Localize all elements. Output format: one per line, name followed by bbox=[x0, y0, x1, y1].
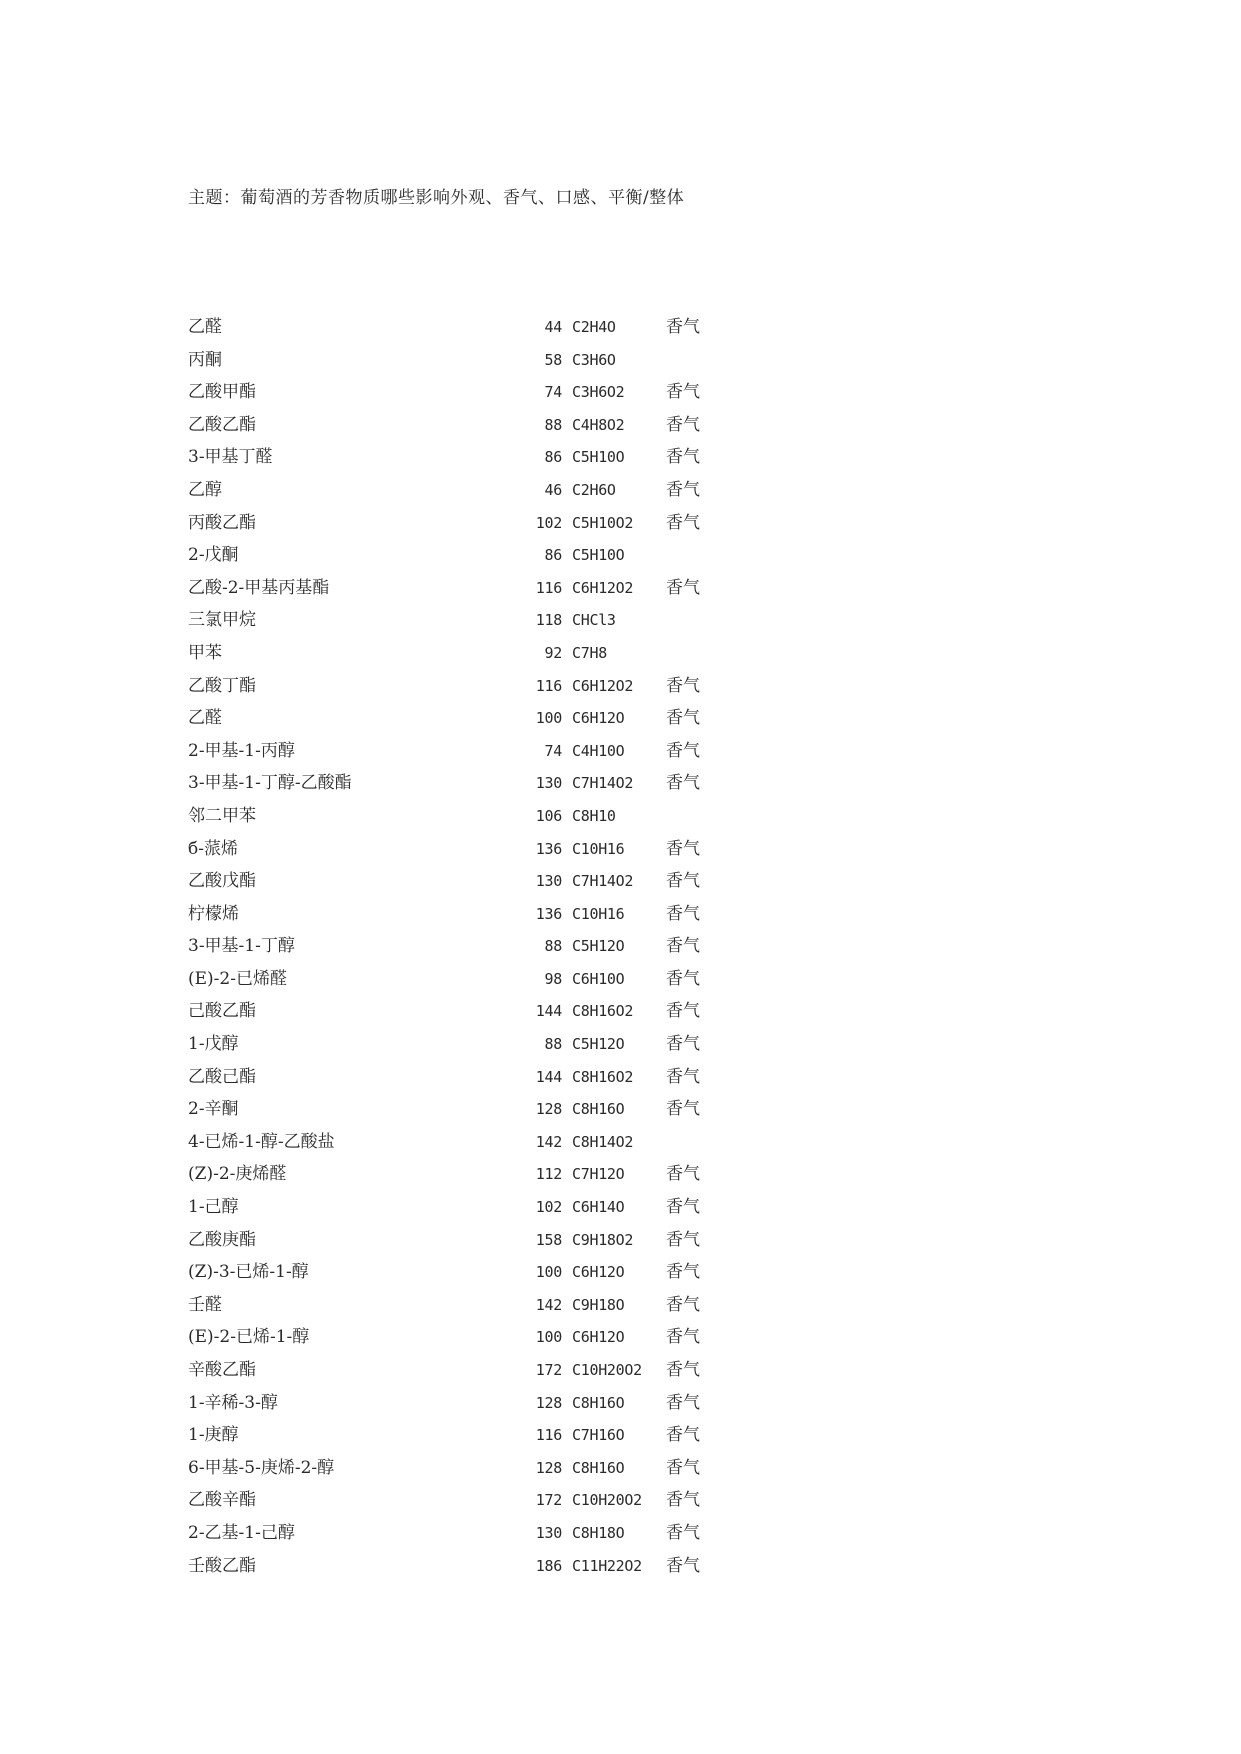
compound-name: 乙酸戊酯 bbox=[188, 871, 256, 892]
table-row bbox=[188, 739, 748, 772]
aroma-tag: 香气 bbox=[666, 968, 700, 989]
table-row bbox=[188, 1195, 748, 1228]
molecular-formula: C8H16O2 bbox=[572, 1067, 634, 1086]
table-row bbox=[188, 348, 748, 381]
aroma-tag: 香气 bbox=[666, 871, 700, 892]
compound-name: 三氯甲烷 bbox=[188, 610, 256, 631]
compound-name: 柠檬烯 bbox=[188, 903, 239, 924]
table-row bbox=[188, 1554, 748, 1587]
aroma-tag: 香气 bbox=[666, 1490, 700, 1511]
table-row bbox=[188, 1456, 748, 1489]
compound-name: 1-辛稀-3-醇 bbox=[188, 1392, 278, 1413]
molecular-formula: C4H10O bbox=[572, 741, 625, 760]
molecular-formula: C7H16O bbox=[572, 1426, 625, 1445]
table-row bbox=[188, 1130, 748, 1163]
molecular-weight: 88 bbox=[544, 415, 562, 434]
molecular-weight: 116 bbox=[535, 1426, 562, 1445]
table-row bbox=[188, 837, 748, 870]
aroma-tag: 香气 bbox=[666, 1164, 700, 1185]
aroma-tag: 香气 bbox=[666, 512, 700, 533]
molecular-weight: 44 bbox=[544, 318, 562, 336]
compound-name: 1-己醇 bbox=[188, 1197, 239, 1218]
aroma-tag: 香气 bbox=[666, 447, 700, 468]
aroma-tag: 香气 bbox=[666, 1425, 700, 1446]
table-row bbox=[188, 999, 748, 1032]
compound-name: 乙酸庚酯 bbox=[188, 1229, 256, 1250]
aroma-tag: 香气 bbox=[666, 1327, 700, 1348]
compound-name: б-蒎烯 bbox=[188, 838, 238, 859]
molecular-formula: C9H18O bbox=[572, 1295, 625, 1314]
molecular-weight: 186 bbox=[535, 1556, 562, 1575]
compound-name: 6-甲基-5-庚烯-2-醇 bbox=[188, 1457, 335, 1478]
molecular-formula: C7H14O2 bbox=[572, 774, 634, 793]
molecular-weight: 100 bbox=[535, 1328, 562, 1347]
aroma-tag: 香气 bbox=[666, 838, 700, 859]
molecular-weight: 88 bbox=[544, 937, 562, 956]
molecular-formula: C5H10O2 bbox=[572, 513, 634, 532]
molecular-weight: 58 bbox=[544, 350, 562, 369]
molecular-formula: C8H18O bbox=[572, 1523, 625, 1542]
table-row bbox=[188, 771, 748, 804]
aroma-tag: 香气 bbox=[666, 414, 700, 435]
molecular-formula: C10H20O2 bbox=[572, 1491, 642, 1510]
compound-name: 2-戊酮 bbox=[188, 545, 239, 566]
table-row bbox=[188, 1325, 748, 1358]
molecular-weight: 100 bbox=[535, 1263, 562, 1282]
molecular-weight: 92 bbox=[544, 643, 562, 662]
compound-name: 1-戊醇 bbox=[188, 1034, 239, 1055]
molecular-formula: C6H12O2 bbox=[572, 676, 634, 695]
compound-name: (Z)-2-庚烯醛 bbox=[188, 1164, 287, 1185]
molecular-formula: C7H8 bbox=[572, 643, 607, 662]
compound-name: 乙酸乙酯 bbox=[188, 414, 256, 435]
table-row bbox=[188, 478, 748, 511]
table-row bbox=[188, 1260, 748, 1293]
aroma-tag: 香气 bbox=[666, 1294, 700, 1315]
molecular-formula: C8H16O2 bbox=[572, 1002, 634, 1021]
aroma-tag: 香气 bbox=[666, 1229, 700, 1250]
molecular-formula: C4H8O2 bbox=[572, 415, 625, 434]
molecular-formula: C8H16O bbox=[572, 1100, 625, 1119]
table-row bbox=[188, 1358, 748, 1391]
table-row bbox=[188, 1228, 748, 1261]
molecular-weight: 112 bbox=[535, 1165, 562, 1184]
molecular-formula: C10H20O2 bbox=[572, 1361, 642, 1379]
molecular-formula: C2H4O bbox=[572, 318, 616, 336]
compound-name: 乙醇 bbox=[188, 479, 222, 500]
aroma-tag: 香气 bbox=[666, 1360, 700, 1380]
compound-name: 2-乙基-1-己醇 bbox=[188, 1522, 295, 1543]
aroma-tag: 香气 bbox=[666, 1066, 700, 1087]
compound-name: (E)-2-已烯-1-醇 bbox=[188, 1327, 310, 1348]
aroma-tag: 香气 bbox=[666, 1197, 700, 1218]
molecular-weight: 102 bbox=[535, 1198, 562, 1217]
document-subject: 主题：葡萄酒的芳香物质哪些影响外观、香气、口感、平衡/整体 bbox=[188, 188, 685, 208]
aroma-tag: 香气 bbox=[666, 740, 700, 761]
aroma-tag: 香气 bbox=[666, 1001, 700, 1022]
aroma-tag: 香气 bbox=[666, 1034, 700, 1055]
molecular-weight: 100 bbox=[535, 709, 562, 728]
aroma-tag: 香气 bbox=[666, 479, 700, 500]
aroma-tag: 香气 bbox=[666, 1522, 700, 1543]
molecular-weight: 86 bbox=[544, 448, 562, 467]
compound-name: 壬醛 bbox=[188, 1294, 222, 1315]
molecular-weight: 130 bbox=[535, 774, 562, 793]
compound-name: 2-辛酮 bbox=[188, 1099, 239, 1120]
molecular-weight: 172 bbox=[535, 1491, 562, 1510]
table-row bbox=[188, 1391, 748, 1424]
molecular-formula: C3H6O bbox=[572, 350, 616, 369]
molecular-weight: 158 bbox=[535, 1230, 562, 1249]
molecular-formula: C3H6O2 bbox=[572, 383, 625, 402]
table-row bbox=[188, 511, 748, 544]
molecular-formula: C7H12O bbox=[572, 1165, 625, 1184]
table-row bbox=[188, 608, 748, 641]
molecular-weight: 144 bbox=[535, 1002, 562, 1021]
compound-name: 乙酸丁酯 bbox=[188, 675, 256, 696]
compound-name: 乙酸甲酯 bbox=[188, 382, 256, 403]
molecular-weight: 102 bbox=[535, 513, 562, 532]
aroma-tag: 香气 bbox=[666, 708, 700, 729]
aroma-tag: 香气 bbox=[666, 382, 700, 403]
aroma-tag: 香气 bbox=[666, 773, 700, 794]
table-row bbox=[188, 413, 748, 446]
compound-name: 己酸乙酯 bbox=[188, 1001, 256, 1022]
molecular-formula: C2H6O bbox=[572, 480, 616, 499]
compound-name: 3-甲基-1-丁醇-乙酸酯 bbox=[188, 773, 352, 794]
compound-name: (Z)-3-已烯-1-醇 bbox=[188, 1262, 309, 1283]
molecular-formula: C6H12O bbox=[572, 1328, 625, 1347]
aroma-tag: 香气 bbox=[666, 577, 700, 598]
molecular-formula: C6H12O bbox=[572, 709, 625, 728]
table-row bbox=[188, 380, 748, 413]
table-row bbox=[188, 1293, 748, 1326]
aroma-tag: 香气 bbox=[666, 1457, 700, 1478]
aroma-tag: 香气 bbox=[666, 1262, 700, 1283]
compound-name: 3-甲基-1-丁醇 bbox=[188, 936, 295, 957]
compound-name: 辛酸乙酯 bbox=[188, 1360, 256, 1380]
molecular-weight: 136 bbox=[535, 904, 562, 923]
molecular-weight: 116 bbox=[535, 676, 562, 695]
table-row bbox=[188, 1032, 748, 1065]
molecular-weight: 88 bbox=[544, 1035, 562, 1054]
table-row bbox=[188, 543, 748, 576]
molecular-formula: C8H16O bbox=[572, 1393, 625, 1412]
molecular-formula: C5H10O bbox=[572, 546, 625, 565]
molecular-formula: C8H14O2 bbox=[572, 1132, 634, 1151]
compound-name: 4-已烯-1-醇-乙酸盐 bbox=[188, 1131, 335, 1152]
table-row bbox=[188, 1488, 748, 1521]
table-row bbox=[188, 1097, 748, 1130]
molecular-formula: C10H16 bbox=[572, 904, 625, 923]
aroma-tag: 香气 bbox=[666, 1392, 700, 1413]
molecular-weight: 74 bbox=[544, 383, 562, 402]
aroma-tag: 香气 bbox=[666, 936, 700, 957]
molecular-weight: 130 bbox=[535, 1523, 562, 1542]
compound-name: 乙酸-2-甲基丙基酯 bbox=[188, 577, 330, 598]
compound-name: (E)-2-已烯醛 bbox=[188, 968, 287, 989]
molecular-weight: 128 bbox=[535, 1393, 562, 1412]
molecular-formula: C5H12O bbox=[572, 1035, 625, 1054]
molecular-weight: 74 bbox=[544, 741, 562, 760]
molecular-formula: C9H18O2 bbox=[572, 1230, 634, 1249]
molecular-weight: 144 bbox=[535, 1067, 562, 1086]
table-row bbox=[188, 1521, 748, 1554]
compound-name: 邻二甲苯 bbox=[188, 805, 256, 826]
table-row bbox=[188, 1423, 748, 1456]
molecular-formula: C5H12O bbox=[572, 937, 625, 956]
compound-name: 丙酮 bbox=[188, 349, 222, 370]
compound-name: 2-甲基-1-丙醇 bbox=[188, 740, 295, 761]
aroma-tag: 香气 bbox=[666, 1555, 700, 1576]
molecular-formula: C6H10O bbox=[572, 969, 625, 988]
compound-name: 乙酸辛酯 bbox=[188, 1490, 256, 1511]
molecular-formula: C5H10O bbox=[572, 448, 625, 467]
molecular-formula: C8H16O bbox=[572, 1458, 625, 1477]
compound-name: 甲苯 bbox=[188, 642, 222, 663]
molecular-weight: 118 bbox=[535, 611, 562, 630]
molecular-weight: 128 bbox=[535, 1458, 562, 1477]
table-row bbox=[188, 804, 748, 837]
compound-name: 乙醛 bbox=[188, 708, 222, 729]
molecular-formula: C6H14O bbox=[572, 1198, 625, 1217]
table-row bbox=[188, 641, 748, 674]
molecular-weight: 98 bbox=[544, 969, 562, 988]
molecular-formula: C7H14O2 bbox=[572, 872, 634, 891]
table-row bbox=[188, 869, 748, 902]
molecular-formula: C6H12O2 bbox=[572, 578, 634, 597]
molecular-weight: 128 bbox=[535, 1100, 562, 1119]
table-row bbox=[188, 967, 748, 1000]
table-row bbox=[188, 315, 748, 348]
compound-name: 3-甲基丁醛 bbox=[188, 447, 273, 468]
aroma-tag: 香气 bbox=[666, 317, 700, 337]
aroma-tag: 香气 bbox=[666, 1099, 700, 1120]
table-row bbox=[188, 902, 748, 935]
molecular-formula: CHCl3 bbox=[572, 611, 616, 630]
table-row bbox=[188, 445, 748, 478]
table-row bbox=[188, 1162, 748, 1195]
molecular-weight: 142 bbox=[535, 1132, 562, 1151]
compound-name: 1-庚醇 bbox=[188, 1425, 239, 1446]
molecular-weight: 142 bbox=[535, 1295, 562, 1314]
molecular-weight: 106 bbox=[535, 806, 562, 825]
molecular-formula: C6H12O bbox=[572, 1263, 625, 1282]
table-row bbox=[188, 706, 748, 739]
compound-table bbox=[188, 315, 748, 1586]
molecular-weight: 86 bbox=[544, 546, 562, 565]
molecular-weight: 116 bbox=[535, 578, 562, 597]
compound-name: 乙酸己酯 bbox=[188, 1066, 256, 1087]
molecular-weight: 130 bbox=[535, 872, 562, 891]
molecular-formula: C11H22O2 bbox=[572, 1556, 642, 1575]
molecular-weight: 136 bbox=[535, 839, 562, 858]
table-row bbox=[188, 576, 748, 609]
compound-name: 乙醛 bbox=[188, 317, 222, 337]
table-row bbox=[188, 934, 748, 967]
molecular-formula: C8H10 bbox=[572, 806, 616, 825]
molecular-weight: 172 bbox=[535, 1361, 562, 1379]
aroma-tag: 香气 bbox=[666, 903, 700, 924]
aroma-tag: 香气 bbox=[666, 675, 700, 696]
molecular-weight: 46 bbox=[544, 480, 562, 499]
compound-name: 壬酸乙酯 bbox=[188, 1555, 256, 1576]
table-row bbox=[188, 674, 748, 707]
molecular-formula: C10H16 bbox=[572, 839, 625, 858]
compound-name: 丙酸乙酯 bbox=[188, 512, 256, 533]
table-row bbox=[188, 1065, 748, 1098]
